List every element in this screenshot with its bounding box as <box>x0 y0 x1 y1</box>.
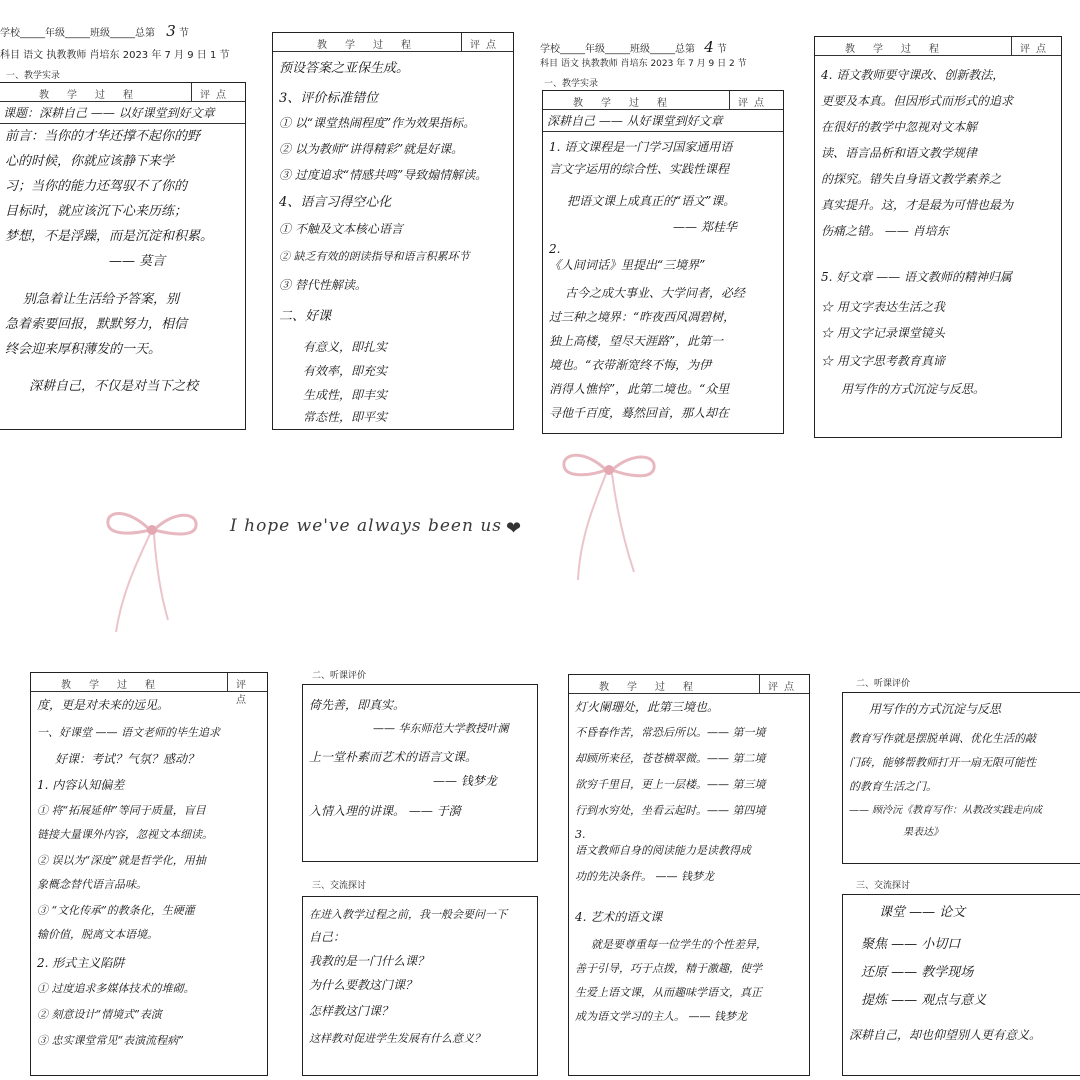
table-header <box>0 83 245 102</box>
section-heading-review: 二、听课评价 <box>856 679 911 689</box>
text-line: ① 不触及文本核心语言 <box>279 222 403 236</box>
header-eval: 评点 <box>227 673 267 691</box>
text-line: 度，更是对未来的远见。 <box>37 698 170 712</box>
text-line: 善于引导，巧于点拨，精于激趣，使学 <box>575 962 762 975</box>
page-meta-line-1 <box>0 22 189 40</box>
text-line: —— 莫言 <box>109 254 166 269</box>
notebook-page-5 <box>30 672 270 1078</box>
text-line: 教育写作就是摆脱单调、优化生活的敲 <box>849 732 1036 745</box>
header-eval: 评点 <box>759 675 800 693</box>
text-line: 在进入教学过程之前，我一般会要问一下 <box>309 908 507 921</box>
text-line: 生成性，即丰实 <box>303 388 388 402</box>
text-line: 常态性，即平实 <box>303 410 388 424</box>
text-line: 深耕自己，不仅是对当下之校 <box>29 379 199 394</box>
text-line: 语文教师自身的阅读能力是读教得成 <box>575 844 751 857</box>
text-line: 用写作的方式沉淀与反思。 <box>841 382 986 396</box>
text-line: 目标时，就应该沉下心来历练； <box>5 204 188 219</box>
text-line: 这样教对促进学生发展有什么意义？ <box>309 1032 485 1045</box>
page-meta-line-2: 科目 语文 执教教师 肖培东 2023 年 7 月 9 日 1 节 <box>0 50 230 61</box>
school-class-fields: 学校_____年级_____班级_____总第 <box>540 44 695 55</box>
text-line: 果表达》 <box>903 827 943 838</box>
text-line: 《人间词话》里提出“三境界” <box>549 258 706 272</box>
text-line: 独上高楼，望尽天涯路”，此第一 <box>549 334 724 348</box>
text-line: 在很好的教学中忽视对文本解 <box>821 120 978 134</box>
text-line: ③ 替代性解读。 <box>279 278 367 292</box>
text-line: 终会迎来厚积薄发的一天。 <box>5 342 162 357</box>
text-line: 梦想，不是浮躁，而是沉淀和积累。 <box>5 229 214 244</box>
header-process: 教学过程 <box>845 44 957 55</box>
text-line: ① 将“拓展延伸”等同于质量，盲目 <box>37 804 206 817</box>
text-line: 急着索要回报，默默努力，相信 <box>5 317 188 332</box>
header-process: 教学过程 <box>317 40 429 51</box>
text-line: 读、语言品析和语文教学规律 <box>821 146 978 160</box>
text-line: ☆ 用文字记录课堂镜头 <box>821 326 945 340</box>
lesson-unit: 节 <box>178 28 189 39</box>
text-line: 却顾所来径，苍苍横翠微。—— 第二境 <box>575 752 766 765</box>
text-line: ② 刻意设计“情境式”表演 <box>37 1008 162 1021</box>
notebook-page-8 <box>836 670 1080 1078</box>
header-process: 教学过程 <box>61 680 173 691</box>
header-eval: 评点 <box>1011 37 1052 55</box>
text-line: 我教的是一门什么课？ <box>309 954 430 968</box>
lesson-unit: 节 <box>716 44 727 55</box>
text-line: 把语文课上成真正的“语文”课。 <box>567 194 736 208</box>
text-line: 1. 语文课程是一门学习国家通用语 <box>549 140 733 154</box>
ribbon-bow-left-icon <box>98 500 208 640</box>
text-line: 古今之成大事业、大学问者，必经 <box>565 286 746 300</box>
lesson-table <box>30 672 268 1076</box>
header-eval: 评点 <box>729 91 770 109</box>
table-header <box>569 675 809 694</box>
lesson-table <box>814 36 1062 438</box>
text-line: 的教育生活之门。 <box>849 780 937 793</box>
text-line: 象概念替代语言品味。 <box>37 878 147 891</box>
header-process: 教学过程 <box>39 90 151 101</box>
notebook-page-2 <box>272 32 516 432</box>
text-line: 有意义，即扎实 <box>303 340 388 354</box>
header-process: 教学过程 <box>573 98 685 109</box>
text-line: 心的时候，你就应该静下来学 <box>5 154 175 169</box>
text-line: 境也。“衣带渐宽终不悔，为伊 <box>549 358 712 372</box>
text-line: 2. <box>549 242 561 256</box>
text-line: 输价值，脱离文本语境。 <box>37 928 158 941</box>
text-line: 过三种之境界：“昨夜西风凋碧树， <box>549 310 736 324</box>
text-line: 自己： <box>309 930 346 944</box>
lesson-title: 深耕自己 —— 从好课堂到好文章 <box>543 113 783 132</box>
text-line: 的探究。错失自身语文教学素养之 <box>821 172 1002 186</box>
text-line: ② 以为教师“讲得精彩”就是好课。 <box>279 142 464 156</box>
notebook-page-3 <box>540 32 790 436</box>
text-line: 3、评价标准错位 <box>279 91 379 106</box>
text-line: 二、好课 <box>279 309 332 324</box>
text-line: 聚焦 —— 小切口 <box>861 937 961 952</box>
text-line: 言文字运用的综合性、实践性课程 <box>549 162 730 176</box>
lesson-number: 4 <box>704 38 714 56</box>
section-heading-discussion: 三、交流探讨 <box>312 881 367 891</box>
text-line: —— 钱梦龙 <box>433 774 497 788</box>
school-class-fields: 学校_____年级_____班级_____总第 <box>0 28 155 39</box>
text-line: 消得人憔悴”，此第二境也。“众里 <box>549 382 730 396</box>
section-heading: 一、教学实录 <box>544 79 599 89</box>
notebook-page-1 <box>0 18 258 434</box>
text-line: 前言：当你的才华还撑不起你的野 <box>5 129 201 144</box>
text-line: 成为语文学习的主人。 —— 钱梦龙 <box>575 1010 747 1023</box>
text-line: 课堂 —— 论文 <box>879 905 966 920</box>
heart-icon: ❤ <box>506 518 522 539</box>
text-line: ① 过度追求多媒体技术的堆砌。 <box>37 982 195 995</box>
text-line: 生爱上语文课，从而趣味学语文，真正 <box>575 986 762 999</box>
table-header <box>543 91 783 110</box>
review-box <box>302 684 538 862</box>
text-line: 倚先善，即真实。 <box>309 698 406 712</box>
text-line: 4. 语文教师要守课改、创新教法， <box>821 68 1005 82</box>
text-line: 3. <box>575 828 586 841</box>
review-box <box>842 692 1080 864</box>
lesson-number: 3 <box>166 22 176 40</box>
text-line: 伤痛之错。 —— 肖培东 <box>821 224 949 238</box>
text-line: 别急着让生活给予答案，别 <box>23 292 180 307</box>
notebook-page-7 <box>568 674 812 1078</box>
text-line: 1. 内容认知偏差 <box>37 778 125 792</box>
text-line: 有效率，即充实 <box>303 364 388 378</box>
header-eval: 评点 <box>461 33 502 51</box>
section-heading-discussion: 三、交流探讨 <box>856 881 911 891</box>
text-line: 更要及本真。但因形式而形式的追求 <box>821 94 1014 108</box>
text-line: 4、语言习得空心化 <box>279 195 392 210</box>
tagline-text: I hope we've always been us <box>230 516 503 536</box>
text-line: 欲穷千里目，更上一层楼。—— 第三境 <box>575 778 766 791</box>
discussion-box <box>842 894 1080 1076</box>
text-line: —— 顾泠沅《教育写作：从教改实践走向成 <box>849 805 1043 816</box>
section-heading: 一、教学实录 <box>6 71 61 81</box>
text-line: ☆ 用文字思考教育真谛 <box>821 354 945 368</box>
text-line: 真实提升。这，才是最为可惜也最为 <box>821 198 1014 212</box>
text-line: ☆ 用文字表达生活之我 <box>821 300 945 314</box>
text-line: 4. 艺术的语文课 <box>575 910 663 924</box>
text-line: 5. 好文章 —— 语文教师的精神归属 <box>821 270 1012 284</box>
table-header <box>815 37 1061 56</box>
lesson-table <box>542 90 784 434</box>
header-process: 教学过程 <box>599 682 711 693</box>
page-meta-line-1 <box>540 38 727 56</box>
lesson-table <box>272 32 514 430</box>
text-line: 怎样教这门课？ <box>309 1004 394 1018</box>
discussion-box <box>302 896 538 1076</box>
text-line: 2. 形式主义陷阱 <box>37 956 125 970</box>
table-header <box>273 33 513 52</box>
text-line: 深耕自己，却也仰望别人更有意义。 <box>849 1028 1042 1042</box>
lesson-table <box>568 674 810 1076</box>
header-eval: 评点 <box>191 83 232 101</box>
ribbon-bow-right-icon <box>556 448 666 588</box>
text-line: ① 以“课堂热闹程度”作为效果指标。 <box>279 116 476 130</box>
text-line: 就是要尊重每一位学生的个性差异， <box>591 938 767 951</box>
text-line: 门砖，能够帮教师打开一扇无限可能性 <box>849 756 1036 769</box>
text-line: 行到水穷处，坐看云起时。—— 第四境 <box>575 804 766 817</box>
text-line: 还原 —— 教学现场 <box>861 965 974 980</box>
text-line: 为什么要教这门课？ <box>309 978 418 992</box>
text-line: 功的先决条件。 —— 钱梦龙 <box>575 870 714 883</box>
text-line: 灯火阑珊处，此第三境也。 <box>575 700 720 714</box>
text-line: ③ 忠实课堂常见“表演流程病” <box>37 1034 184 1047</box>
text-line: ② 误以为“深度”就是哲学化，用抽 <box>37 854 206 867</box>
text-line: 寻他千百度，蓦然回首，那人却在 <box>549 406 730 420</box>
text-line: 入情入理的讲课。 —— 于漪 <box>309 804 461 818</box>
page-meta-line-2: 科目 语文 执教教师 肖培东 2023 年 7 月 9 日 2 节 <box>540 59 747 69</box>
text-line: 上一堂朴素而艺术的语言文课。 <box>309 750 478 764</box>
text-line: 用写作的方式沉淀与反思 <box>869 702 1002 716</box>
text-line: 预设答案之亚保生成。 <box>279 61 410 76</box>
text-line: —— 华东师范大学教授叶澜 <box>373 722 509 735</box>
text-line: —— 郑桂华 <box>673 220 737 234</box>
text-line: 好课：考试？气氛？感动？ <box>55 752 200 766</box>
text-line: 习；当你的能力还驾驭不了你的 <box>5 179 188 194</box>
text-line: 链接大量课外内容，忽视文本细读。 <box>37 828 213 841</box>
notebook-page-6 <box>300 664 540 1078</box>
section-heading-review: 二、听课评价 <box>312 671 367 681</box>
text-line: 不昏春作苦，常恐后所以。—— 第一境 <box>575 726 766 739</box>
lesson-table <box>0 82 246 430</box>
text-line: 一、好课堂 —— 语文老师的毕生追求 <box>37 726 220 739</box>
text-line: 提炼 —— 观点与意义 <box>861 993 987 1008</box>
text-line: ③ 过度追求“情感共鸣”导致煽情解读。 <box>279 168 488 182</box>
text-line: ② 缺乏有效的朗读指导和语言积累环节 <box>279 250 470 263</box>
notebook-page-4 <box>814 36 1064 440</box>
lesson-title: 课题：深耕自己 —— 以好课堂到好文章 <box>0 105 245 124</box>
text-line: ③ “文化传承”的教条化，生硬灌 <box>37 904 195 917</box>
